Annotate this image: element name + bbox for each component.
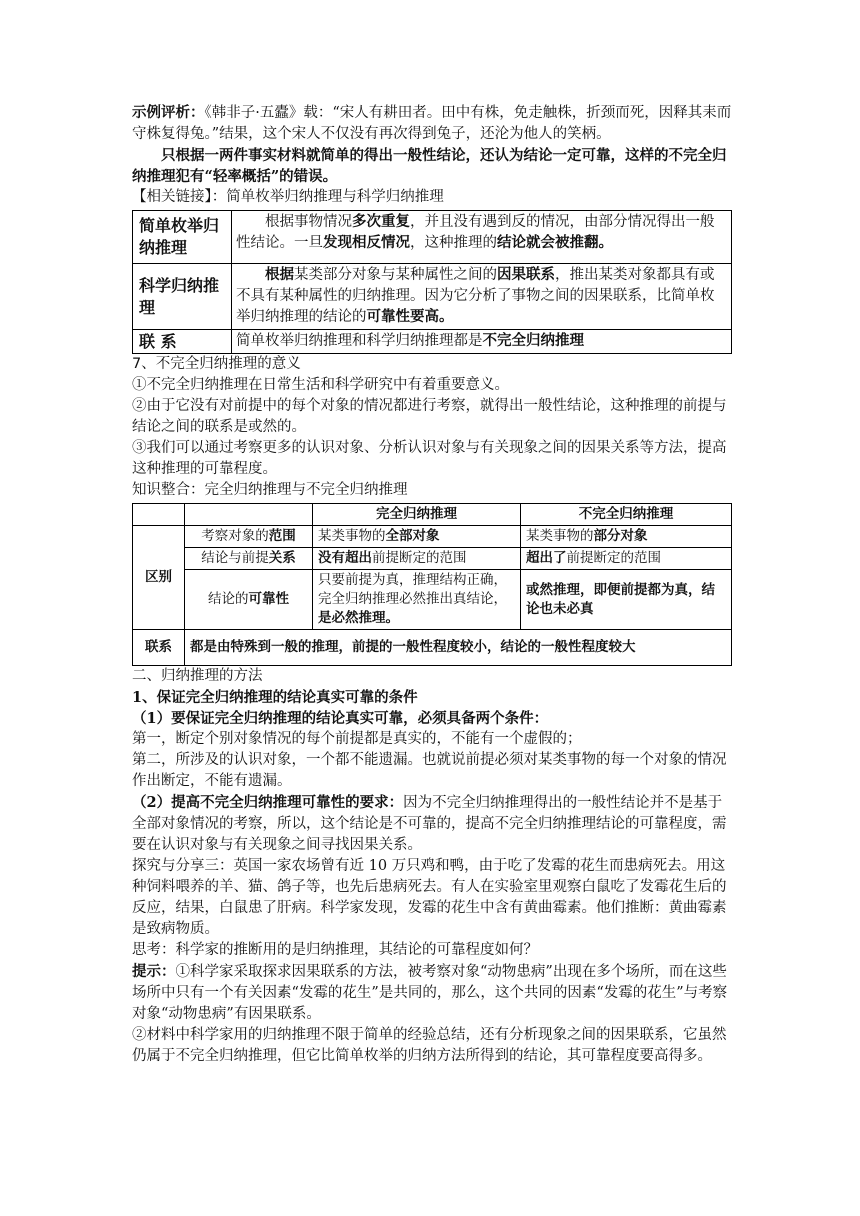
complete-vs-incomplete-table	[132, 503, 732, 666]
hint-paragraph-1	[132, 961, 732, 1025]
cell-text: ，并且没有遇到反的情况，由部分情况得出一般性结论。一旦	[236, 214, 715, 251]
cell-emphasis: 全部对象	[385, 528, 440, 544]
cell-text: 考察对象的	[201, 528, 269, 544]
table-cell: 或然推理，即便前提都为真，结论也未必真	[521, 570, 732, 630]
think-question: 思考：科学家的推断用的是归纳推理，其结论的可靠程度如何？	[132, 942, 538, 958]
cell-text: 结论的	[208, 591, 249, 607]
cell-emphasis: 不完全归纳推理	[482, 333, 584, 349]
table-row	[133, 548, 732, 570]
cell-emphasis: 根据	[265, 267, 294, 283]
condition-1: 第一，断定个别对象情况的每个前提都是真实的，不能有一个虚假的；	[132, 731, 582, 747]
table-row	[133, 526, 732, 548]
cell-text: 前提断定的范围	[372, 550, 467, 566]
cell-emphasis: 可靠性	[248, 591, 289, 607]
table-row	[133, 264, 732, 330]
section-7-point-1: ①不完全归纳推理在日常生活和科学研究中有着重要意义。	[132, 377, 509, 393]
table-cell	[521, 548, 732, 570]
section-7-point-3: ③我们可以通过考察更多的认识对象、分析认识对象与有关现象之间的因果关系等方法，提高这种推理的可靠程度。	[132, 440, 727, 477]
section-7-title: 7、不完全归纳推理的意义	[132, 356, 301, 372]
cell-text: ，这种推理的	[410, 235, 497, 251]
hasty-generalization-paragraph: 只根据一两件事实材料就简单的得出一般性结论，还认为结论一定可靠，这样的不完全归纳推理犯有“轻率概括”的错误。	[132, 147, 727, 185]
cell-emphasis: 超出了	[526, 550, 567, 566]
cell-text: 某类事物的	[318, 528, 386, 544]
part-2-title: 二、归纳推理的方法	[132, 668, 263, 684]
subsection-1-sub: （1）要保证完全归纳推理的结论真实可靠，必须具备两个条件：	[132, 710, 549, 727]
table-cell	[313, 548, 521, 570]
example-paragraph	[132, 102, 732, 145]
cell-text: 前提断定的范围	[566, 550, 661, 566]
hint-paragraph-2: ②材料中科学家用的归纳推理不限于简单的经验总结，还有分析现象之间的因果联系，它虽然仍属于不完全归纳推理，但它比简单枚举的归纳方法所得到的结论，其可靠程度要高得多。	[132, 1027, 727, 1064]
table-cell	[185, 526, 313, 548]
table-cell	[232, 330, 732, 354]
row-group-label: 区别	[133, 526, 185, 630]
cell-emphasis: 关系	[268, 550, 296, 566]
subsection-1-title: 1、保证完全归纳推理的结论真实可靠的条件	[132, 689, 418, 706]
table-row	[133, 211, 732, 264]
example-text: 《韩非子·五蠹》载：“宋人有耕田者。田中有株，免走触株，折颈而死，因释其耒而守株复得兔。”结果，这个宋人不仅没有再次得到兔子，还沦为他人的笑柄。	[132, 105, 732, 142]
row-group-label: 联系	[133, 630, 185, 666]
cell-text: 只要前提为真，推理结构正确，完全归纳推理必然推出真结论，	[318, 572, 507, 607]
table-row	[133, 330, 732, 354]
cell-emphasis: 因果联系	[497, 267, 555, 283]
table-row-header: 联 系	[133, 330, 232, 354]
cell-emphasis: 没有超出	[318, 550, 372, 566]
cell-emphasis: 可靠性要高。	[366, 309, 454, 325]
cell-emphasis: 部分对象	[593, 528, 648, 544]
cell-text: 某类部分对象与某种属性之间的	[294, 267, 497, 283]
induction-comparison-table	[132, 210, 732, 354]
cell-emphasis: 结论就会被推翻。	[497, 235, 613, 251]
table-cell	[521, 526, 732, 548]
table-cell	[232, 264, 732, 330]
table-row-header: 简单枚举归纳推理	[133, 211, 232, 264]
cell-text: 某类事物的	[526, 528, 594, 544]
column-header: 不完全归纳推理	[521, 504, 732, 526]
cell-text: 简单枚举归纳推理和科学归纳推理都是	[236, 333, 483, 349]
cell-emphasis: 多次重复	[352, 214, 410, 230]
table-cell: 都是由特殊到一般的推理，前提的一般性程度较小，结论的一般性程度较大	[185, 630, 732, 666]
table-cell	[185, 548, 313, 570]
cell-text: ，推出某类对象都具有或不具有某种属性的归纳推理。因为它分析了事物之间的因果联系，比简单枚举归纳推理的结论的	[236, 267, 715, 325]
knowledge-integration-heading: 知识整合：完全归纳推理与不完全归纳推理	[132, 482, 408, 498]
table-cell	[185, 570, 313, 630]
explore-share-paragraph: 探究与分享三：英国一家农场曾有近 10 万只鸡和鸭，由于吃了发霉的花生而患病死去。用这种饲料喂养的羊、猫、鸽子等，也先后患病死去。有人在实验室里观察白鼠吃了发霉花生后的反应，结果，白鼠患了肝病。科学家发现，发霉的花生中含有黄曲霉素。他们推断：黄曲霉素是致病物质。	[132, 858, 727, 937]
reliability-text: 因为不完全归纳推理得出的一般性结论并不是基于全部对象情况的考察，所以，这个结论是不可靠的，提高不完全归纳推理结论的可靠程度，需要在认识对象与有关现象之间寻找因果关系。	[132, 795, 727, 853]
cell-text: 结论与前提	[201, 550, 269, 566]
reliability-label: （2）提高不完全归纳推理可靠性的要求：	[132, 794, 404, 811]
cell-emphasis: 发现相反情况	[323, 235, 410, 251]
table-cell	[313, 570, 521, 630]
condition-2: 第二，所涉及的认识对象，一个都不能遗漏。也就说前提必须对某类事物的每一个对象的情况作出断定，不能有遗漏。	[132, 752, 727, 789]
example-label: 示例评析：	[132, 104, 205, 121]
related-link-heading: 【相关链接】：简单枚举归纳推理与科学归纳推理	[132, 189, 444, 205]
section-7-point-2: ②由于它没有对前提中的每个对象的情况都进行考察，就得出一般性结论，这种推理的前提与结论之间的联系是或然的。	[132, 398, 727, 435]
table-header-row	[133, 504, 732, 526]
cell-emphasis: 是必然推理。	[318, 610, 399, 626]
column-header: 完全归纳推理	[313, 504, 521, 526]
table-row	[133, 630, 732, 666]
table-row-header: 科学归纳推理	[133, 264, 232, 330]
table-cell	[185, 504, 313, 526]
hint-label: 提示：	[132, 963, 176, 980]
reliability-paragraph	[132, 792, 732, 856]
table-cell	[313, 526, 521, 548]
cell-text: 根据事物情况	[265, 214, 352, 230]
table-cell	[133, 504, 185, 526]
hint-text: ①科学家采取探求因果联系的方法，被考察对象“动物患病”出现在多个场所，而在这些场所中只有一个有关因素“发霉的花生”是共同的，那么，这个共同的因素“发霉的花生”与考察对象“动物患病”有因果联系。	[132, 964, 728, 1022]
cell-emphasis: 范围	[268, 528, 296, 544]
table-cell	[232, 211, 732, 264]
table-row	[133, 570, 732, 630]
document-page	[132, 102, 732, 1067]
